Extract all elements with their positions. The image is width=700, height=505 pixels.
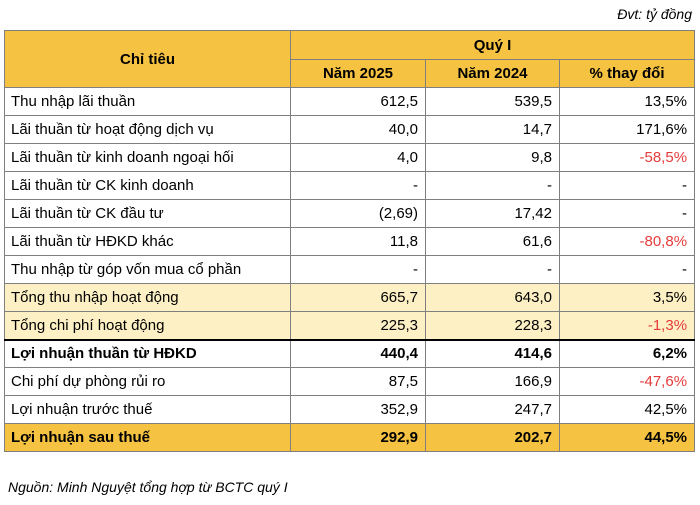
value-2024: 414,6: [426, 340, 560, 368]
value-2025: 292,9: [291, 424, 426, 452]
unit-label: Đvt: tỷ đồng: [617, 6, 692, 22]
value-2024: 14,7: [426, 116, 560, 144]
financial-table: [4, 30, 695, 452]
value-change: 42,5%: [560, 396, 695, 424]
value-change: 13,5%: [560, 88, 695, 116]
header-period: Quý I: [291, 31, 695, 60]
value-2024: 61,6: [426, 228, 560, 256]
value-2024: 643,0: [426, 284, 560, 312]
value-2025: 4,0: [291, 144, 426, 172]
value-2025: 225,3: [291, 312, 426, 340]
row-label: Lợi nhuận thuần từ HĐKD: [5, 340, 291, 368]
value-change: 6,2%: [560, 340, 695, 368]
row-label: Tổng chi phí hoạt động: [5, 312, 291, 340]
value-change: 3,5%: [560, 284, 695, 312]
value-2024: -: [426, 256, 560, 284]
table-row: [5, 228, 695, 256]
row-label: Lợi nhuận sau thuế: [5, 424, 291, 452]
value-2025: -: [291, 172, 426, 200]
value-2025: 440,4: [291, 340, 426, 368]
header-indicator: Chỉ tiêu: [5, 31, 291, 88]
table-row: [5, 88, 695, 116]
value-change: 44,5%: [560, 424, 695, 452]
row-label: Lãi thuần từ hoạt động dịch vụ: [5, 116, 291, 144]
table-row: [5, 396, 695, 424]
value-2025: 665,7: [291, 284, 426, 312]
table-row: [5, 144, 695, 172]
value-2025: 612,5: [291, 88, 426, 116]
value-2025: 87,5: [291, 368, 426, 396]
value-2024: 9,8: [426, 144, 560, 172]
source-note: Nguồn: Minh Nguyệt tổng hợp từ BCTC quý I: [8, 479, 288, 495]
value-change: -: [560, 256, 695, 284]
row-label: Lãi thuần từ kinh doanh ngoại hối: [5, 144, 291, 172]
value-change: 171,6%: [560, 116, 695, 144]
row-label: Chi phí dự phòng rủi ro: [5, 368, 291, 396]
row-label: Thu nhập từ góp vốn mua cổ phần: [5, 256, 291, 284]
row-label: Lãi thuần từ CK kinh doanh: [5, 172, 291, 200]
value-change: -58,5%: [560, 144, 695, 172]
table-row: [5, 424, 695, 452]
value-2025: 40,0: [291, 116, 426, 144]
table-row: [5, 340, 695, 368]
value-2024: 247,7: [426, 396, 560, 424]
row-label: Lợi nhuận trước thuế: [5, 396, 291, 424]
header-2024: Năm 2024: [426, 60, 560, 88]
value-2025: 352,9: [291, 396, 426, 424]
table-row: [5, 172, 695, 200]
table-row: [5, 284, 695, 312]
value-2024: 17,42: [426, 200, 560, 228]
value-2025: -: [291, 256, 426, 284]
table-row: [5, 368, 695, 396]
value-change: -1,3%: [560, 312, 695, 340]
value-2024: -: [426, 172, 560, 200]
value-2025: 11,8: [291, 228, 426, 256]
row-label: Tổng thu nhập hoạt động: [5, 284, 291, 312]
value-2024: 202,7: [426, 424, 560, 452]
value-2024: 228,3: [426, 312, 560, 340]
table-row: [5, 200, 695, 228]
value-2024: 539,5: [426, 88, 560, 116]
row-label: Thu nhập lãi thuần: [5, 88, 291, 116]
value-change: -: [560, 200, 695, 228]
value-2024: 166,9: [426, 368, 560, 396]
header-change: % thay đổi: [560, 60, 695, 88]
table-row: [5, 312, 695, 340]
row-label: Lãi thuần từ HĐKD khác: [5, 228, 291, 256]
value-change: -80,8%: [560, 228, 695, 256]
row-label: Lãi thuần từ CK đầu tư: [5, 200, 291, 228]
table-row: [5, 116, 695, 144]
value-2025: (2,69): [291, 200, 426, 228]
value-change: -: [560, 172, 695, 200]
table-row: [5, 256, 695, 284]
value-change: -47,6%: [560, 368, 695, 396]
header-2025: Năm 2025: [291, 60, 426, 88]
